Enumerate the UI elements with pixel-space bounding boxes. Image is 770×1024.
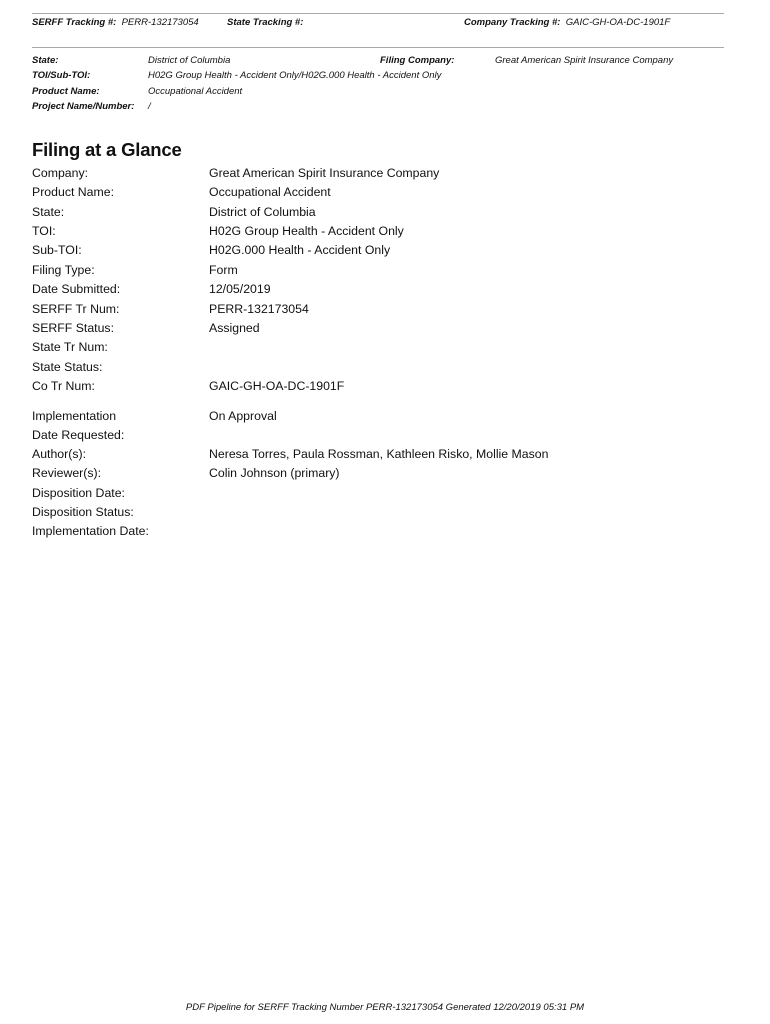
glance-row xyxy=(32,428,692,447)
glance-row-label: Disposition Status: xyxy=(32,505,134,519)
company-tracking xyxy=(464,17,670,28)
page-title: Filing at a Glance xyxy=(32,139,182,160)
glance-row-value: 12/05/2019 xyxy=(209,282,271,296)
meta-project-label: Project Name/Number: xyxy=(32,101,135,112)
serff-tracking-label: SERFF Tracking #: xyxy=(32,17,117,28)
page-footer: PDF Pipeline for SERFF Tracking Number PERR-132173054 Generated 12/20/2019 05:31 PM xyxy=(185,1002,585,1013)
glance-row xyxy=(32,302,692,321)
glance-row-value: Colin Johnson (primary) xyxy=(209,466,340,480)
glance-row xyxy=(32,205,692,224)
glance-row-value: Neresa Torres, Paula Rossman, Kathleen Risko, Mollie Mason xyxy=(209,447,549,461)
glance-row-label: Date Requested: xyxy=(32,428,125,442)
glance-row-label: State: xyxy=(32,205,65,219)
serff-tracking-value: PERR-132173054 xyxy=(121,17,199,28)
glance-row-label: State Tr Num: xyxy=(32,340,108,354)
meta-state-value: District of Columbia xyxy=(148,55,231,66)
glance-row xyxy=(32,447,692,466)
glance-row xyxy=(32,466,692,485)
glance-row-label: Product Name: xyxy=(32,185,115,199)
state-tracking xyxy=(227,17,303,28)
glance-row xyxy=(32,321,692,340)
state-tracking-label: State Tracking #: xyxy=(227,17,304,28)
top-divider xyxy=(32,13,724,14)
glance-row-label: Filing Type: xyxy=(32,263,95,277)
glance-row xyxy=(32,282,692,301)
glance-row-label: SERFF Status: xyxy=(32,321,115,335)
glance-row xyxy=(32,379,692,398)
glance-row-label: TOI: xyxy=(32,224,56,238)
glance-row-value: H02G.000 Health - Accident Only xyxy=(209,243,391,257)
filing-company-label: Filing Company: xyxy=(380,55,455,66)
glance-row-value: H02G Group Health - Accident Only xyxy=(209,224,404,238)
glance-row-label: Reviewer(s): xyxy=(32,466,102,480)
glance-row xyxy=(32,486,692,505)
glance-row-value: Great American Spirit Insurance Company xyxy=(209,166,440,180)
meta-toi-value: H02G Group Health - Accident Only/H02G.000 Health - Accident Only xyxy=(148,70,442,81)
glance-row xyxy=(32,524,692,543)
meta-toi-label: TOI/Sub-TOI: xyxy=(32,70,91,81)
serff-tracking xyxy=(32,17,199,28)
meta-product-value: Occupational Accident xyxy=(148,86,243,97)
glance-row-value: Occupational Accident xyxy=(209,185,331,199)
meta-state-label: State: xyxy=(32,55,59,66)
glance-row-label: Sub-TOI: xyxy=(32,243,82,257)
glance-row xyxy=(32,340,692,359)
glance-row-label: SERFF Tr Num: xyxy=(32,302,120,316)
glance-row-value: Assigned xyxy=(209,321,260,335)
glance-row-label: Disposition Date: xyxy=(32,486,125,500)
glance-row-label: Company: xyxy=(32,166,89,180)
glance-row-label: Author(s): xyxy=(32,447,86,461)
glance-row-label: Implementation xyxy=(32,409,117,423)
glance-row-label: State Status: xyxy=(32,360,103,374)
glance-row-value: On Approval xyxy=(209,409,277,423)
glance-row-value: District of Columbia xyxy=(209,205,316,219)
glance-row-value: Form xyxy=(209,263,238,277)
glance-row-label: Implementation Date: xyxy=(32,524,149,538)
glance-row xyxy=(32,166,692,185)
glance-row xyxy=(32,185,692,204)
glance-row-label: Date Submitted: xyxy=(32,282,121,296)
glance-row xyxy=(32,243,692,262)
company-tracking-label: Company Tracking #: xyxy=(464,17,561,28)
glance-row xyxy=(32,263,692,282)
glance-row xyxy=(32,360,692,379)
meta-project-value: / xyxy=(148,101,151,112)
glance-row-value: GAIC-GH-OA-DC-1901F xyxy=(209,379,345,393)
glance-row-value: PERR-132173054 xyxy=(209,302,309,316)
header-divider xyxy=(32,47,724,48)
filing-company-value: Great American Spirit Insurance Company xyxy=(495,55,674,66)
glance-row-label: Co Tr Num: xyxy=(32,379,95,393)
company-tracking-value: GAIC-GH-OA-DC-1901F xyxy=(565,17,671,28)
meta-product-label: Product Name: xyxy=(32,86,100,97)
glance-row xyxy=(32,409,692,428)
glance-row xyxy=(32,224,692,243)
glance-row xyxy=(32,505,692,524)
